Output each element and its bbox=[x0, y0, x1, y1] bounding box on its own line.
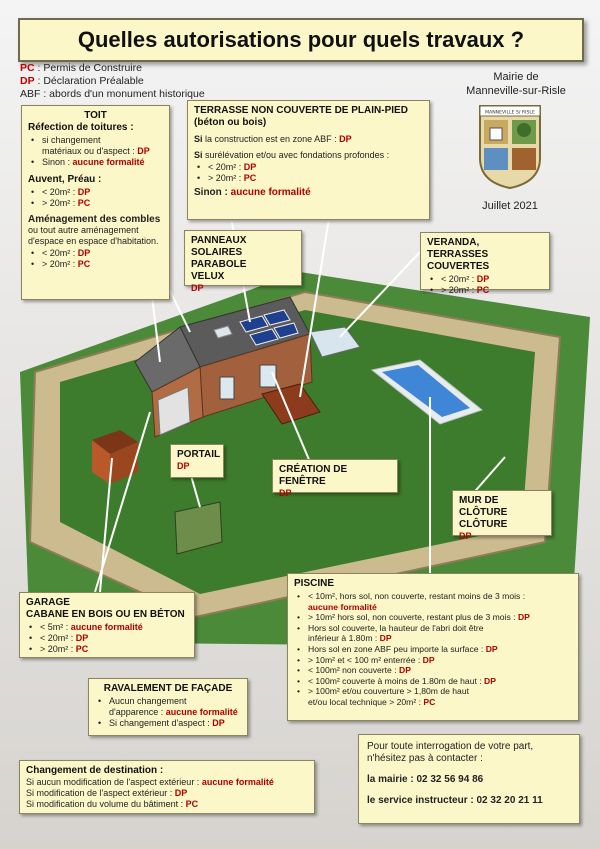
toit-heading: TOIT bbox=[84, 110, 107, 121]
crest-motto: MANNEVILLE S/ RISLE bbox=[485, 110, 535, 116]
contact-intro: Pour toute interrogation de votre part, bbox=[367, 741, 534, 752]
refection-item-1: • si changement matériaux ou d'aspect : DP bbox=[28, 135, 163, 157]
auvent-title: Auvent, Préau : bbox=[28, 174, 102, 185]
card-terrasse: TERRASSE NON COUVERTE DE PLAIN-PIED (béton ou bois) Si la construction est en zone ABF : DP Si surélévation et/ou avec fondations profondes : • < 20m² : DP • > 20m² : PC Sinon : aucune formalité bbox=[187, 100, 430, 220]
legend bbox=[20, 62, 205, 101]
portail-heading: PORTAIL bbox=[177, 449, 221, 460]
page-title: Quelles autorisations pour quels travaux ? bbox=[77, 27, 525, 52]
auvent-item-1: • < 20m² : DP bbox=[28, 187, 163, 198]
card-mur: MUR DE CLÔTURE CLÔTURE DP bbox=[452, 490, 552, 536]
contact-service: le service instructeur : 02 32 20 21 11 bbox=[367, 795, 543, 806]
legend-item-abf: ABF : abords d'un monument historique bbox=[20, 88, 205, 100]
mur-line1: MUR DE CLÔTURE bbox=[459, 495, 508, 518]
amenagement-item-2: • > 20m² : PC bbox=[28, 259, 163, 270]
card-panneaux: PANNEAUX SOLAIRES PARABOLE VELUX DP bbox=[184, 230, 302, 286]
card-garage: GARAGE CABANE EN BOIS OU EN BÉTON • < 5m² : aucune formalité • < 20m² : DP • > 20m² : PC bbox=[19, 592, 195, 658]
card-changement: Changement de destination : Si aucun modification de l'aspect extérieur : aucune formalité Si modification de l'aspect extérieur : DP Si modification du volume du bâtiment : PC bbox=[19, 760, 315, 814]
auvent-item-2: • > 20m² : PC bbox=[28, 198, 163, 209]
card-fenetre: CRÉATION DE FENÊTRE DP bbox=[272, 459, 398, 493]
amenagement-text: Aménagement des combles ou tout autre aménagement d'espace en espace d'habitation. bbox=[28, 214, 161, 246]
legend-item-dp: DP : Déclaration Préalable bbox=[20, 75, 144, 87]
changement-heading: Changement de destination : bbox=[26, 765, 164, 776]
contact-mairie: la mairie : 02 32 56 94 86 bbox=[367, 774, 484, 785]
piscine-heading: PISCINE bbox=[294, 578, 335, 589]
refection-title: Réfection de toitures : bbox=[28, 122, 134, 133]
ravalement-heading: RAVALEMENT DE FAÇADE bbox=[103, 683, 233, 694]
title-banner bbox=[18, 18, 584, 62]
card-contact: Pour toute interrogation de votre part, n'hésitez pas à contacter : la mairie : 02 32 56 94 86 le service instructeur : 02 32 20 21 11 bbox=[358, 734, 580, 824]
card-ravalement: RAVALEMENT DE FAÇADE • Aucun changement d'apparence : aucune formalité • Si changement d'aspect : DP bbox=[88, 678, 248, 736]
town-crest-icon bbox=[478, 104, 542, 190]
amenagement-item-1: • < 20m² : DP bbox=[28, 248, 163, 259]
refection-item-2: • Sinon : aucune formalité bbox=[28, 157, 163, 168]
legend-item-pc: PC : Permis de Construire bbox=[20, 62, 142, 74]
card-toit bbox=[21, 105, 170, 300]
card-veranda: VERANDA, TERRASSES COUVERTES • < 20m² : DP • > 20m² : PC bbox=[420, 232, 550, 290]
mairie-heading: Mairie de Manneville-sur-Risle bbox=[466, 71, 566, 97]
fenetre-heading: CRÉATION DE FENÊTRE bbox=[279, 464, 348, 487]
terrasse-surelevation: Si surélévation et/ou avec fondations profondes : bbox=[194, 150, 390, 160]
publication-date: Juillet 2021 bbox=[482, 200, 538, 212]
veranda-line1: VERANDA, bbox=[427, 237, 480, 248]
panneaux-line1: PANNEAUX SOLAIRES bbox=[191, 235, 247, 258]
terrasse-abf: Si la construction est en zone ABF : DP bbox=[194, 134, 352, 144]
panneaux-value: DP bbox=[191, 283, 204, 293]
garage-line1: GARAGE bbox=[26, 597, 70, 608]
card-portail: PORTAIL DP bbox=[170, 444, 224, 478]
terrasse-heading: TERRASSE NON COUVERTE DE PLAIN-PIED bbox=[194, 105, 408, 116]
terrasse-sinon: Sinon : aucune formalité bbox=[194, 187, 311, 198]
card-piscine: PISCINE • < 10m², hors sol, non couverte, restant moins de 3 mois : aucune formalité • > 10m² hors sol, non couverte, restant plus de 3 mois : DP • Hors sol couverte, la hauteur de l'abri doit être inférieur à 1.80m : DP • Hors sol en zone ABF peu importe la surface : DP • > 10m² et < 100 m² enterrée : DP • < 100m² non couverte : DP • < 100m² couverte à moins de 1.80m de haut : DP • > 100m² et/ou couverture > 1,80m de haut et/ou local technique > 20m² : PC bbox=[287, 573, 579, 721]
